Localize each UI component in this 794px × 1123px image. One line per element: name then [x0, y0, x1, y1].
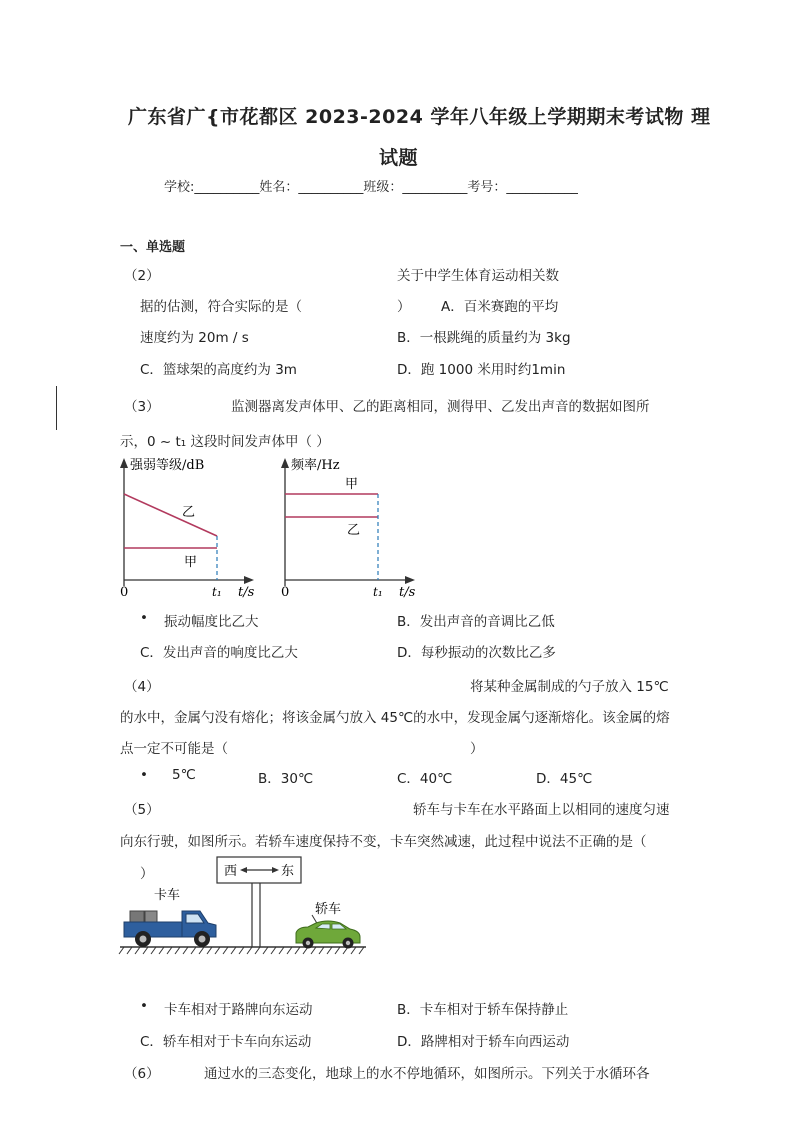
series-label-jia: 甲: [184, 555, 198, 570]
question-stem: 监测器离发声体甲、乙的距离相同，测得甲、乙发出声音的数据如图所: [231, 399, 650, 415]
sign-west: 西: [224, 864, 238, 879]
question-number: （6）: [124, 1066, 160, 1082]
bullet: •: [140, 610, 148, 626]
question-number: （4）: [124, 679, 160, 695]
road-hatching: [119, 947, 364, 954]
truck-label: 卡车: [154, 888, 181, 903]
question-stem: 关于中学生体育运动相关数: [397, 268, 559, 284]
t1-tick-label: t₁: [212, 585, 222, 599]
question-stem: ）: [470, 741, 484, 757]
x-axis-label: t/s: [238, 585, 255, 600]
option-a-cont: 速度约为 20m / s: [140, 330, 249, 346]
frequency-chart: [271, 452, 431, 602]
option-c[interactable]: C．发出声音的响度比乙大: [140, 645, 298, 661]
series-yi-line: [124, 494, 217, 536]
option-c[interactable]: C．篮球架的高度约为 3m: [140, 362, 297, 378]
option-c[interactable]: C．40℃: [397, 771, 453, 787]
sign-east: 东: [281, 864, 295, 879]
question-stem: 点一定不可能是（: [120, 741, 228, 757]
series-label-jia: 甲: [345, 477, 359, 492]
option-c[interactable]: C．轿车相对于卡车向东运动: [140, 1034, 312, 1050]
car-icon: [296, 915, 360, 949]
bullet: •: [140, 767, 148, 783]
question-stem: 示，0 ~ t₁ 这段时间发声体甲（ ）: [120, 434, 330, 450]
section-heading: 一、单选题: [120, 240, 186, 255]
car-label: 轿车: [315, 902, 342, 917]
option-d[interactable]: D．跑 1000 米用时约1min: [397, 362, 566, 378]
origin-label: 0: [120, 585, 129, 600]
bullet: •: [140, 998, 148, 1014]
vehicles-illustration: [118, 855, 368, 960]
t1-tick-label: t₁: [373, 585, 383, 599]
question-number: （5）: [124, 802, 160, 818]
x-axis-arrow: [405, 576, 415, 584]
origin-label: 0: [281, 585, 290, 600]
option-a[interactable]: 卡车相对于路牌向东运动: [164, 1002, 313, 1018]
question-stem: 轿车与卡车在水平路面上以相同的速度匀速: [413, 802, 670, 818]
page-title-cont: 试题: [379, 147, 419, 169]
question-stem: 据的估测，符合实际的是（: [140, 299, 302, 315]
option-a[interactable]: 5℃: [172, 767, 196, 783]
y-axis-label: 频率/Hz: [291, 458, 340, 473]
option-d[interactable]: D．45℃: [536, 771, 593, 787]
x-axis-label: t/s: [399, 585, 416, 600]
option-d[interactable]: D．每秒振动的次数比乙多: [397, 645, 556, 661]
question-stem: ）: [397, 299, 411, 315]
loudness-chart: [110, 452, 270, 602]
question-number: （2）: [124, 268, 160, 284]
x-axis-arrow: [244, 576, 254, 584]
option-b[interactable]: B．发出声音的音调比乙低: [397, 614, 555, 630]
student-info-line: 学校:__________姓名：__________班级：__________考号：___________: [164, 180, 578, 195]
option-a[interactable]: 振动幅度比乙大: [164, 614, 259, 630]
series-label-yi: 乙: [347, 523, 361, 538]
question-stem: 通过水的三态变化，地球上的水不停地循环，如图所示。下列关于水循环各: [204, 1066, 650, 1082]
y-axis-label: 强弱等级/dB: [130, 458, 205, 473]
question-number: （3）: [124, 399, 160, 415]
option-d[interactable]: D．路牌相对于轿车向西运动: [397, 1034, 570, 1050]
question-stem: 将某种金属制成的勺子放入 15℃: [470, 679, 669, 695]
option-a[interactable]: A．百米赛跑的平均: [441, 299, 559, 315]
question-stem: 向东行驶，如图所示。若轿车速度保持不变，卡车突然减速，此过程中说法不正确的是（: [120, 834, 647, 850]
truck-icon: [124, 911, 216, 947]
option-b[interactable]: B．一根跳绳的质量约为 3kg: [397, 330, 571, 346]
y-axis-arrow: [120, 458, 128, 468]
option-b[interactable]: B．卡车相对于轿车保持静止: [397, 1002, 569, 1018]
option-b[interactable]: B．30℃: [258, 771, 314, 787]
series-label-yi: 乙: [182, 505, 196, 520]
question-stem: ）: [140, 866, 154, 882]
page-title: 广东省广{市花都区 2023-2024 学年八年级上学期期末考试物 理: [128, 106, 711, 128]
question-stem: 的水中，金属勺没有熔化；将该金属勺放入 45℃的水中，发现金属勺逐渐熔化。该金属的熔: [120, 710, 670, 726]
margin-mark: [56, 386, 57, 430]
y-axis-arrow: [281, 458, 289, 468]
